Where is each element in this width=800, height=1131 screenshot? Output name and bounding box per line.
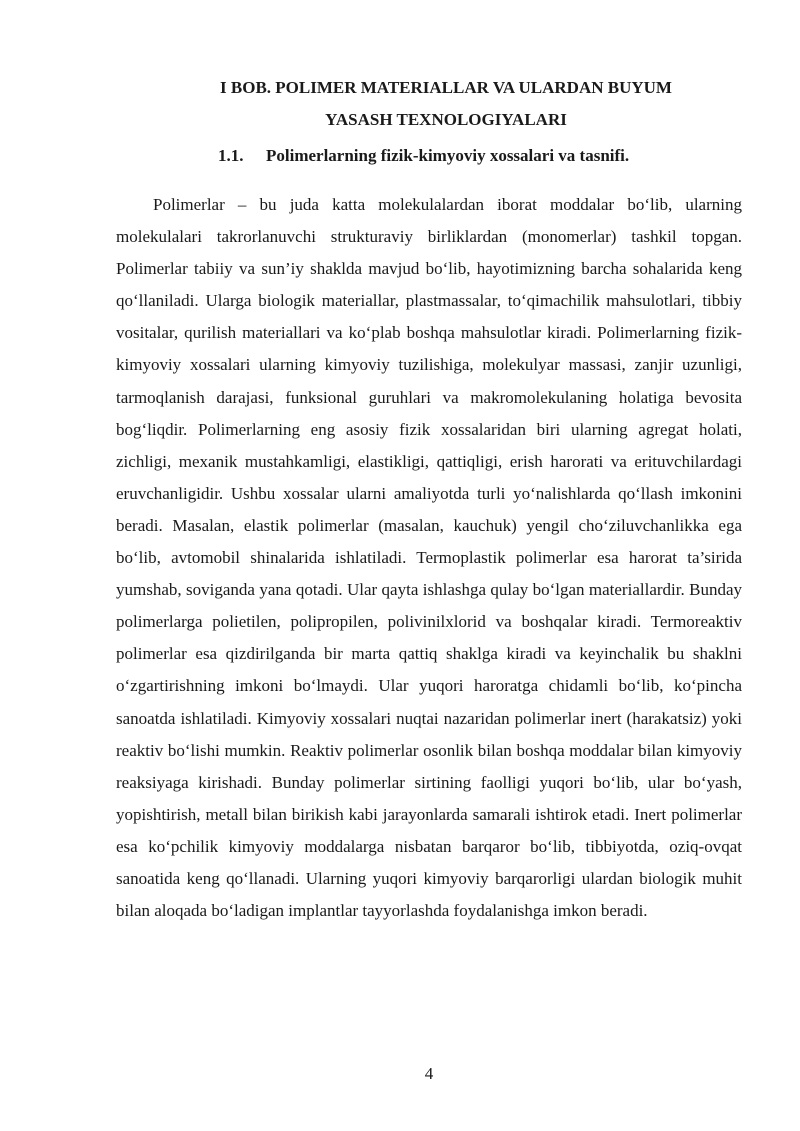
page-number: 4 <box>424 1064 434 1083</box>
section-number: 1.1. <box>218 146 244 165</box>
chapter-title-line-1: I BOB. POLIMER MATERIALLAR VA ULARDAN BUYUM <box>220 78 672 97</box>
section-heading <box>218 142 629 169</box>
section-title: Polimerlarning fizik-kimyoviy xossalari va tasnifi. <box>266 146 630 165</box>
chapter-title-line-2: YASASH TEXNOLOGIYALARI <box>325 110 567 129</box>
body-paragraph: Polimerlar – bu juda katta molekulalardan iborat moddalar bo‘lib, ularning molekulalari takrorlanuvchi strukturaviy birliklardan (monomerlar) tashkil topgan. Polimerlar tabiiy va sun’iy shaklda mavjud bo‘lib, hayotimizning barcha sohalarida keng qo‘llaniladi. Ularga biologik materiallar, plastmassalar, to‘qimachilik mahsulotlari, tibbiy vositalar, qurilish materiallari va ko‘plab boshqa mahsulotlar kiradi. Polimerlarning fizik-kimyoviy xossalari ularning kimyoviy tuzilishiga, molekulyar massasi, zanjir uzunligi, tarmoqlanish darajasi, funksional guruhlari va makromolekulaning holatiga bevosita bog‘liqdir. Polimerlarning eng asosiy fizik xossalaridan biri ularning agregat holati, zichligi, mexanik mustahkamligi, elastikligi, qattiqligi, erish harorati va erituvchilardagi eruvchanligidir. Ushbu xossalar ularni amaliyotda turli yo‘nalishlarda qo‘llash imkonini beradi. Masalan, elastik polimerlar (masalan, kauchuk) yengil cho‘ziluvchanlikka ega bo‘lib, avtomobil shinalarida ishlatiladi. Termoplastik polimerlar esa harorat ta’sirida yumshab, soviganda yana qotadi. Ular qayta ishlashga qulay bo‘lgan materiallardir. Bunday polimerlarga polietilen, polipropilen, polivinilxlorid va boshqalar kiradi. Termoreaktiv polimerlar esa qizdirilganda bir marta qattiq shaklga kiradi va keyinchalik bu shaklni o‘zgartirishning imkoni bo‘lmaydi. Ular yuqori haroratga chidamli bo‘lib, ko‘pincha sanoatda ishlatiladi. Kimyoviy xossalari nuqtai nazaridan polimerlar inert (harakatsiz) yoki reaktiv bo‘lishi mumkin. Reaktiv polimerlar osonlik bilan boshqa moddalar bilan kimyoviy reaksiyaga kirishadi. Bunday polimerlar sirtining faolligi yuqori bo‘lib, ular bo‘yash, yopishtirish, metall bilan birikish kabi jarayonlarda samarali ishtirok etadi. Inert polimerlar esa ko‘pchilik kimyoviy moddalarga nisbatan barqaror bo‘lib, tibbiyotda, oziq-ovqat sanoatida keng qo‘llanadi. Ularning yuqori kimyoviy barqarorligi ulardan biologik muhit bilan aloqada bo‘ladigan implantlar tayyorlashda foydalanishga imkon beradi. <box>116 195 742 921</box>
